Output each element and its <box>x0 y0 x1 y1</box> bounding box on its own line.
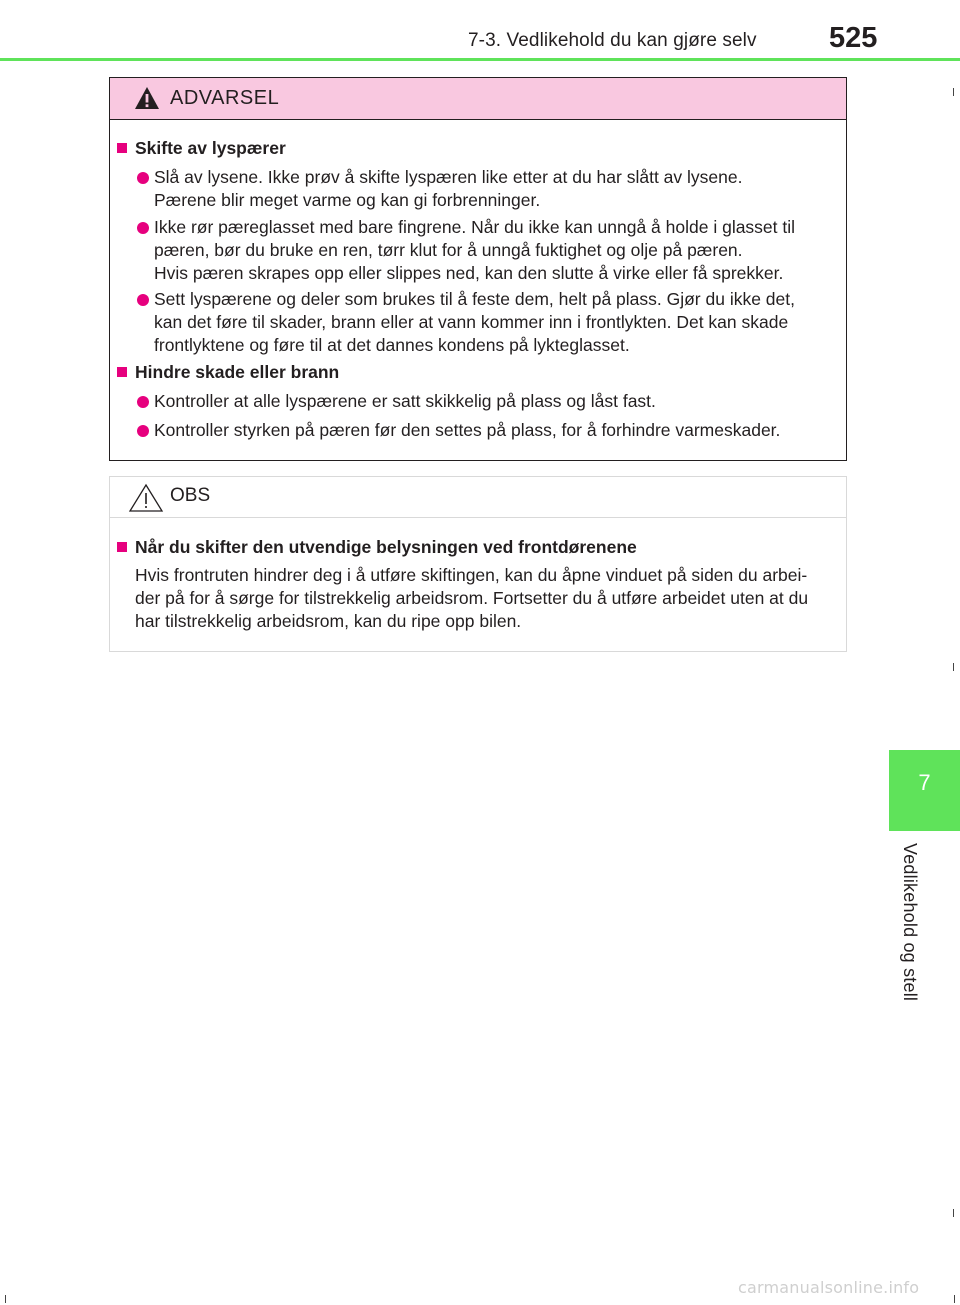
watermark: carmanualsonline.info <box>738 1278 920 1297</box>
square-bullet-icon <box>117 542 127 552</box>
bullet-line: Pærene blir meget varme og kan gi forbrenninger. <box>154 190 541 210</box>
list-item <box>137 288 839 357</box>
bullet-line: kan det føre til skader, brann eller at vann kommer inn i frontlykten. Det kan skade <box>154 312 789 332</box>
crop-mark <box>5 1295 6 1303</box>
round-bullet-icon <box>137 172 149 184</box>
page-header <box>0 0 960 64</box>
notice-line: Hvis frontruten hindrer deg i å utføre skiftingen, kan du åpne vinduet på siden du arbei- <box>135 565 808 585</box>
bullet-line: Kontroller styrken på pæren før den settes på plass, for å forhindre varmeskader. <box>154 420 781 440</box>
caution-triangle-outline-icon <box>128 483 164 513</box>
bullet-line: pæren, bør du bruke en ren, tørr klut for å unngå fuktighet og olje på pæren. <box>154 240 743 260</box>
crop-mark <box>954 1295 955 1303</box>
square-bullet-icon <box>117 143 127 153</box>
chapter-number: 7 <box>918 770 931 795</box>
chapter-label: Vedlikehold og stell <box>900 843 920 1002</box>
crop-mark <box>953 1209 954 1217</box>
warning-triangle-icon <box>134 86 160 110</box>
round-bullet-icon <box>137 222 149 234</box>
crop-mark <box>953 663 954 671</box>
header-rule <box>0 58 960 61</box>
bullet-line: Ikke rør pæreglasset med bare fingrene. Når du ikke kan unngå å holde i glasset til <box>154 217 796 237</box>
notice-header <box>110 477 846 518</box>
notice-body <box>135 564 832 633</box>
round-bullet-icon <box>137 294 149 306</box>
bullet-line: Sett lyspærene og deler som brukes til å feste dem, helt på plass. Gjør du ikke det, <box>154 289 795 309</box>
list-item <box>137 390 839 413</box>
warning-header <box>110 78 846 120</box>
bullet-line: Kontroller at alle lyspærene er satt skikkelig på plass og låst fast. <box>154 391 656 411</box>
list-item <box>137 419 839 442</box>
list-item <box>137 166 839 212</box>
notice-line: har tilstrekkelig arbeidsrom, kan du ripe opp bilen. <box>135 611 522 631</box>
section-title: 7-3. Vedlikehold du kan gjøre selv <box>468 30 757 51</box>
round-bullet-icon <box>137 425 149 437</box>
round-bullet-icon <box>137 396 149 408</box>
warning-section-heading: Hindre skade eller brann <box>117 362 339 383</box>
warning-section-heading: Skifte av lyspærer <box>117 138 286 159</box>
list-item <box>137 216 839 285</box>
bullet-line: frontlyktene og føre til at det dannes kondens på lykteglasset. <box>154 335 630 355</box>
notice-line: der på for å sørge for tilstrekkelig arbeidsrom. Fortsetter du å utføre arbeidet uten at du <box>135 588 809 608</box>
chapter-tab <box>889 750 960 831</box>
notice-heading: Når du skifter den utvendige belysningen ved frontdørenene <box>117 537 637 558</box>
square-bullet-icon <box>117 367 127 377</box>
bullet-line: Slå av lysene. Ikke prøv å skifte lyspæren like etter at du har slått av lysene. <box>154 167 743 187</box>
bullet-line: Hvis pæren skrapes opp eller slippes ned, kan den slutte å virke eller få sprekker. <box>154 263 784 283</box>
crop-mark <box>953 88 954 96</box>
page-number: 525 <box>829 22 878 54</box>
notice-title: OBS <box>170 485 211 506</box>
warning-title: ADVARSEL <box>170 87 280 109</box>
